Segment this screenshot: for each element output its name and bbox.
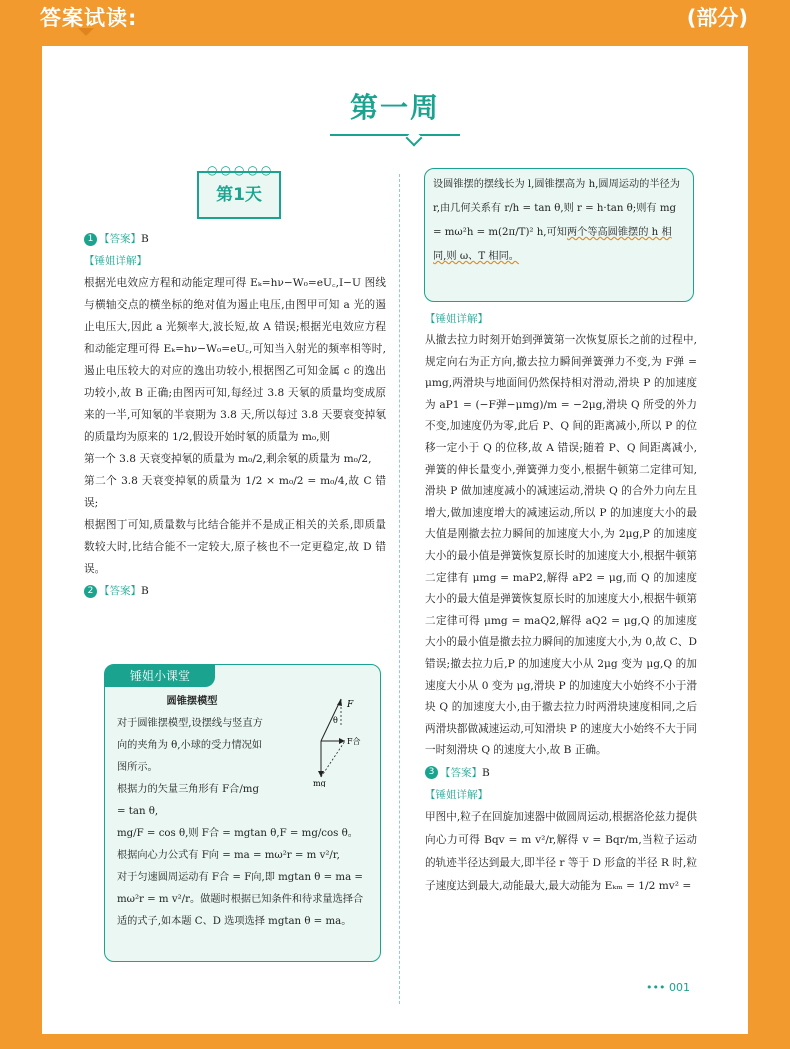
day-badge xyxy=(197,163,281,219)
day-title: 第1天 xyxy=(216,185,262,205)
mini-class-title: 锤姐小课堂 xyxy=(105,665,215,687)
q1-paragraph: 第一个 3.8 天衰变掉氡的质量为 m₀/2,剩余氡的质量为 m₀/2, xyxy=(84,453,372,465)
q1-answer: B xyxy=(141,233,149,245)
q2-number-badge: 2 xyxy=(84,585,97,598)
q1-answer-line xyxy=(84,228,386,250)
model-line: 根据力的矢量三角形有 F合/mg = tan θ, xyxy=(117,784,259,817)
q3-answer-line xyxy=(425,762,697,784)
geometry-note-body xyxy=(433,173,685,269)
geometry-note-highlight: 两个等高圆锥摆的 h 相同,则 ω、T 相同。 xyxy=(433,227,672,262)
q3-answer-tag: 【答案】 xyxy=(440,766,482,779)
q1-paragraph: 第二个 3.8 天衰变掉氡的质量为 1/2 × m₀/2 = m₀/4,故 C 错误; xyxy=(84,475,386,509)
left-column xyxy=(84,228,386,602)
q3-answer: B xyxy=(482,766,490,779)
q2-answer: B xyxy=(141,585,149,597)
week-underline xyxy=(330,134,460,136)
model-title: 圆锥摆模型 xyxy=(166,696,218,707)
geometry-note-box xyxy=(424,168,694,302)
model-line: 对于圆锥摆模型,设摆线与竖直方向的夹角为 θ,小球的受力情况如图所示。 xyxy=(117,718,263,773)
q1-answer-tag: 【答案】 xyxy=(99,233,141,245)
q2-detail-text: 从撤去拉力时刻开始到弹簧第一次恢复原长之前的过程中,规定向右为正方向,撤去拉力瞬间弹簧弹力不变,为 F弹 = μmg,两滑块与地面间仍然保持相对滑动,滑块 P 的加速度为 aP1 = (−F弹−μmg)/m = −2μg,滑块 Q 所受的外力不变,加速度仍为零,此后 P、Q 间的距离减小,所以 P 的位移一定小于 Q 的位移,故 A 错误;随着 P、Q 间距离减小,弹簧的伸长量变小,弹簧弹力变小,根据牛顿第二定律可知,滑块 P 做加速度减小的减速运动,滑块 Q 的合外力向左且增大,做加速度增大的减速运动,所以 P 的加速度大小的最大值是刚撤去拉力瞬间的加速度大小,为 2μg,P 的加速度大小的最小值是弹簧恢复原长时的加速度大小,根据牛顿第二定律有 μmg = maP2,解得 aP2 = μg,而 Q 的加速度大小的最大值是弹簧恢复原长时的加速度大小,根据牛顿第二定律可得 μmg = maQ2,解得 aQ2 = μg,Q 的加速度大小的最小值是撤去拉力瞬间的加速度大小,为 0,故 C、D 错误;撤去拉力后,P 的加速度大小从 2μg 变为 μg,Q 的加速度大小从 0 变为 μg,滑块 P 的加速度大小始终不小于滑块 Q 的加速度大小,由于撤去拉力时两滑块速度相同,之后两滑块都做减速运动,可知滑块 P 的速度大小始终不大于同一时刻滑块 Q 的速度大小,故 B 正确。 xyxy=(425,334,697,757)
q1-paragraph: 根据光电效应方程和动能定理可得 Eₖ=hν−W₀=eU꜀,I−U 图线与横轴交点的横坐标的绝对值为遏止电压,由图甲可知 a 光的遏止电压大,因此 a 光频率大,波长短,故 A 错误;根据光电效应方程和动能定理可得 Eₖ=hν−W₀=eU꜀,可知当入射光的频率相等时,遏止电压较大的对应的逸出功较小,根据图乙可知金属 c 的逸出功较小,故 B 正确;由图丙可知,每经过 3.8 天氡的质量均变成原来的一半,可知氡的半衰期为 3.8 天,所以每过 3.8 天要衰变掉氡的质量均为原来的 1/2,假设开始时氡的质量为 m₀,则 xyxy=(84,277,386,443)
column-divider xyxy=(399,174,400,1004)
banner-right-label: (部分) xyxy=(686,6,748,30)
banner-left-label: 答案试读: xyxy=(40,6,138,30)
book-page xyxy=(42,46,748,1034)
q2-detail-tag: 【锤姐详解】 xyxy=(425,313,488,325)
q3-detail-text: 甲图中,粒子在回旋加速器中做圆周运动,根据洛伦兹力提供向心力可得 Bqv = m v²/r,解得 v = Bqr/m,当粒子运动的轨迹半径达到最大,即半径 r 等于 D 形盒的半径 R 时,粒子速度达到最大,动能最大,最大动能为 Eₖₘ = 1/2 mv² = xyxy=(425,810,697,892)
q1-number-badge: 1 xyxy=(84,233,97,246)
q1-detail-tag: 【锤姐详解】 xyxy=(84,255,147,267)
model-line: 对于匀速圆周运动有 F合 = F向,即 mgtan θ = ma = mω²r = m v²/r。做题时根据已知条件和待求量选择合适的式子,如本题 C、D 选项选择 mgtan θ = ma。 xyxy=(117,872,364,927)
q2-answer-tag: 【答案】 xyxy=(99,585,141,597)
week-heading xyxy=(340,88,450,134)
week-title: 第一周 xyxy=(349,91,440,124)
q3-number-badge: 3 xyxy=(425,766,438,779)
geometry-note-line: 设圆锥摆的摆线长为 l,圆锥摆高为 h,圆周运动的半径为 r,由几何关系有 r/h = tan θ,则 r = h·tan θ;则有 mg = mω²h = m(2π/T)² h,可知 xyxy=(433,179,680,238)
q1-paragraph: 根据图丁可知,质量数与比结合能并不是成正相关的关系,即质量数较大时,比结合能不一定较大,原子核也不一定更稳定,故 D 错误。 xyxy=(84,519,386,575)
q3-detail-tag: 【锤姐详解】 xyxy=(425,788,488,801)
figure-label-theta: θ xyxy=(333,716,338,725)
figure-label-f: F xyxy=(347,700,354,710)
mini-class-body xyxy=(117,691,369,933)
model-line: 根据向心力公式有 F向 = ma = mω²r = m v²/r, xyxy=(117,850,340,861)
figure-label-mg: mg xyxy=(313,779,326,787)
notebook-rings-icon: ○○○○○ xyxy=(207,163,275,177)
q2-answer-line xyxy=(84,580,386,602)
banner-notch xyxy=(78,28,94,36)
right-column xyxy=(425,308,697,898)
figure-label-fhe: F合 xyxy=(347,737,361,746)
mini-class-box xyxy=(104,664,381,962)
page-number: ••• 001 xyxy=(646,981,690,994)
model-line: mg/F = cos θ,则 F合 = mgtan θ,F = mg/cos θ。 xyxy=(117,828,358,839)
speech-tail-icon xyxy=(406,130,423,147)
top-banner xyxy=(0,0,790,32)
